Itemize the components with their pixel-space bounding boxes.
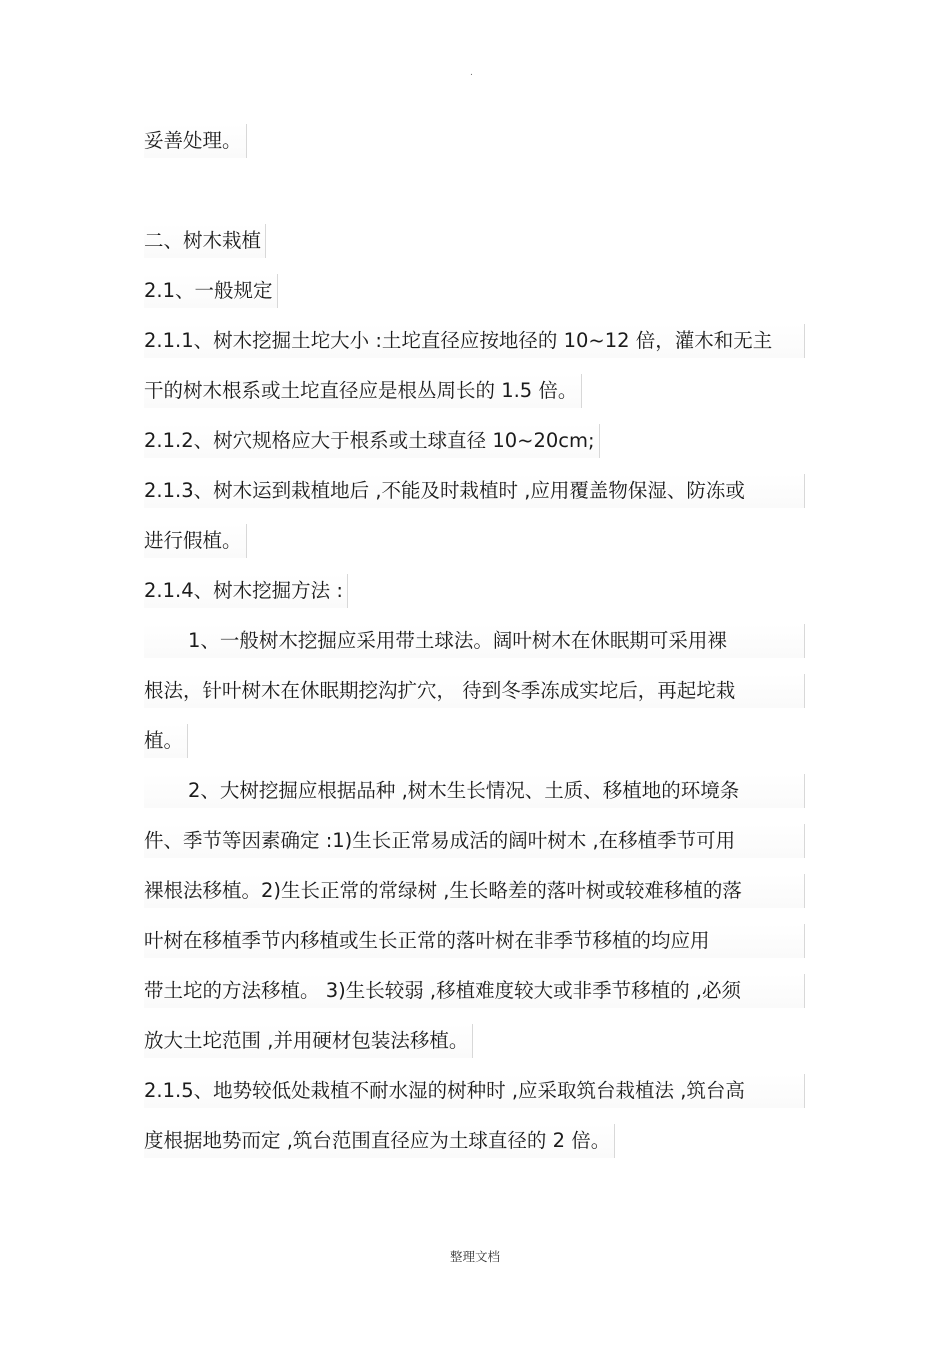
header-dot: .: [470, 68, 473, 78]
clause-2-1-3: 2.1.3、树木运到栽植地后 ,不能及时栽植时 ,应用覆盖物保湿、防冻或: [144, 474, 805, 508]
subsection-heading: 2.1、一般规定: [144, 274, 278, 308]
text-line: 带土坨的方法移植。 3)生长较弱 ,移植难度较大或非季节移植的 ,必须: [144, 974, 805, 1008]
text-line: 叶树在移植季节内移植或生长正常的落叶树在非季节移植的均应用: [144, 924, 805, 958]
text-line: 进行假植。: [144, 524, 247, 558]
clause-2-1-2: 2.1.2、树穴规格应大于根系或土球直径 10~20cm;: [144, 424, 600, 458]
text-line: 件、季节等因素确定 :1)生长正常易成活的阔叶树木 ,在移植季节可用: [144, 824, 805, 858]
clause-2-1-4: 2.1.4、树木挖掘方法 :: [144, 574, 348, 608]
text-line: 放大土坨范围 ,并用硬材包装法移植。: [144, 1024, 473, 1058]
clause-2-1-1: 2.1.1、树木挖掘土坨大小 :土坨直径应按地径的 10~12 倍，灌木和无主: [144, 324, 805, 358]
text-line: 度根据地势而定 ,筑台范围直径应为土球直径的 2 倍。: [144, 1124, 615, 1158]
text-line: 根法，针叶树木在休眠期挖沟扩穴， 待到冬季冻成实坨后，再起坨栽: [144, 674, 805, 708]
text-line: 干的树木根系或土坨直径应是根丛周长的 1.5 倍。: [144, 374, 582, 408]
text-line: 植。: [144, 724, 188, 758]
list-item-2: 2、大树挖掘应根据品种 ,树木生长情况、土质、移植地的环境条: [144, 774, 805, 808]
text-line: 妥善处理。: [144, 124, 247, 158]
page-footer: 整理文档: [449, 1249, 500, 1264]
text-line: 裸根法移植。2)生长正常的常绿树 ,生长略差的落叶树或较难移植的落: [144, 874, 805, 908]
clause-2-1-5: 2.1.5、地势较低处栽植不耐水湿的树种时 ,应采取筑台栽植法 ,筑台高: [144, 1074, 805, 1108]
section-heading: 二、树木栽植: [144, 224, 266, 258]
list-item-1: 1、一般树木挖掘应采用带土球法。阔叶树木在休眠期可采用裸: [144, 624, 805, 658]
